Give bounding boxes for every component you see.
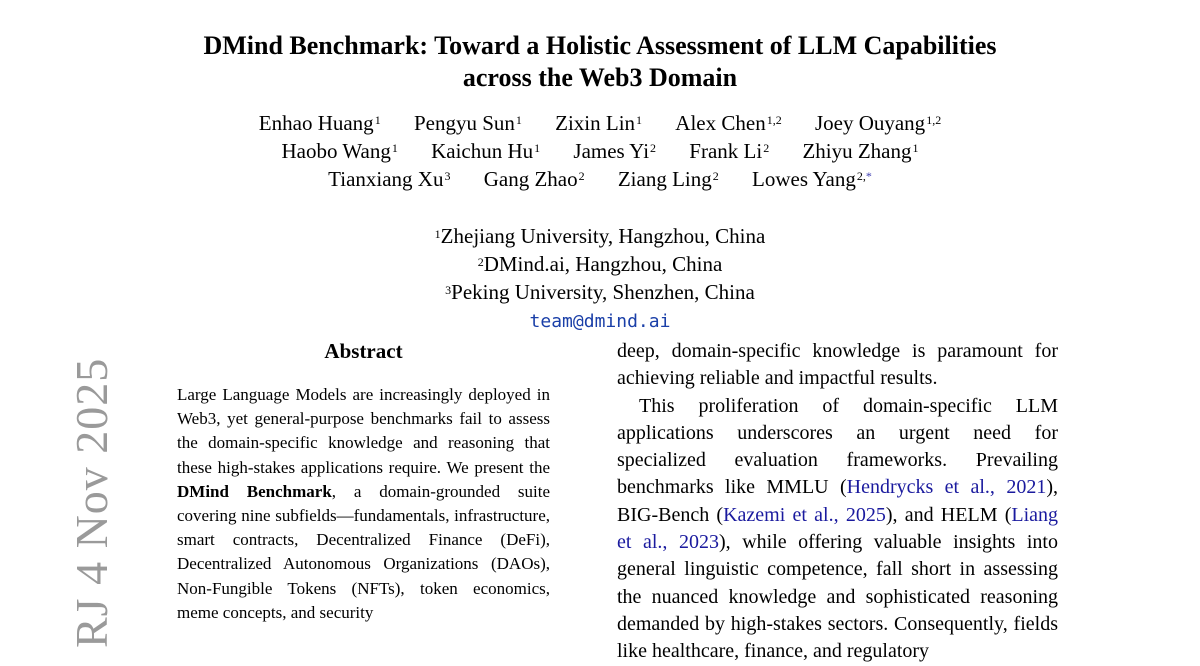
author: James Yi$^2$ [573,139,657,163]
author: Frank Li$^2$ [689,139,770,163]
paper-title [100,30,1100,94]
author: Ziang Ling$^2$ [617,167,719,191]
title-line-1: DMind Benchmark: Toward a Holistic Assessment of LLM Capabilities [203,31,997,60]
citation-link[interactable]: Hendrycks et al., 2021 [846,476,1047,499]
author-row [100,109,1100,137]
affiliation-list [100,222,1100,336]
benchmark-name: DMind Benchmark [177,481,332,501]
title-line-2: across the Web3 Domain [462,63,738,92]
author: Zixin Lin$^1$ [555,111,643,135]
author-row [100,137,1100,165]
author-list [100,109,1100,193]
affiliation: $^1$Zhejiang University, Hangzhou, China [434,224,766,248]
intro-paragraph: deep, domain-specific knowledge is paramount for achieving reliable and impactful results. [617,340,1058,390]
contact-email[interactable] [100,306,1100,336]
author: Alex Chen$^{1,2}$ [675,111,782,135]
abstract-heading: Abstract [324,339,403,363]
citation-link[interactable]: Kazemi et al., 2025 [723,503,886,526]
author: Tianxiang Xu$^3$ [328,167,451,191]
author: Lowes Yang$^{2,*}$ [752,167,872,191]
author: Zhiyu Zhang$^1$ [802,139,919,163]
intro-column [617,338,1058,666]
affiliation: $^3$Peking University, Shenzhen, China [445,280,755,304]
arxiv-margin-stamp: RJ 4 Nov 2025 [66,357,117,648]
author: Pengyu Sun$^1$ [413,111,522,135]
citation-link[interactable]: Liang et al., 2023 [617,503,1059,554]
affiliation: $^2$DMind.ai, Hangzhou, China [477,252,723,276]
corresponding-author-star[interactable]: * [865,169,872,183]
author: Kaichun Hu$^1$ [431,139,541,163]
abstract-body: Large Language Models are increasingly deployed in Web3, yet general-purpose benchmarks fail to assess the domain-specific knowledge and reasoning that these high-stakes applications require. We present the DMind Benchmark, a domain-grounded suite covering nine subfields—fundamentals, infrastructure, smart contracts, Decentralized Finance (DeFi), Decentralized Autonomous Organizations (DAOs), Non-Fungible Tokens (NFTs), token economics, meme concepts, and security [177,385,550,622]
author: Enhao Huang$^1$ [258,111,381,135]
author: Joey Ouyang$^{1,2}$ [814,111,942,135]
email-link[interactable]: team@dmind.ai [529,311,671,332]
author: Gang Zhao$^2$ [483,167,585,191]
author: Haobo Wang$^1$ [281,139,398,163]
author-row [100,165,1100,193]
intro-paragraph: This proliferation of domain-specific LLM applications underscores an urgent need for specialized evaluation frameworks. Prevailing benchmarks like MMLU (Hendrycks et al., 2021), BIG-Bench (Kazemi et al., 2025), and HELM (Liang et al., 2023), while offering valuable insights into general linguistic competence, fall short in assessing the nuanced knowledge and sophisticated reasoning demanded by high-stakes sectors. Consequently, fields like healthcare, finance, and regulatory [617,394,1059,663]
